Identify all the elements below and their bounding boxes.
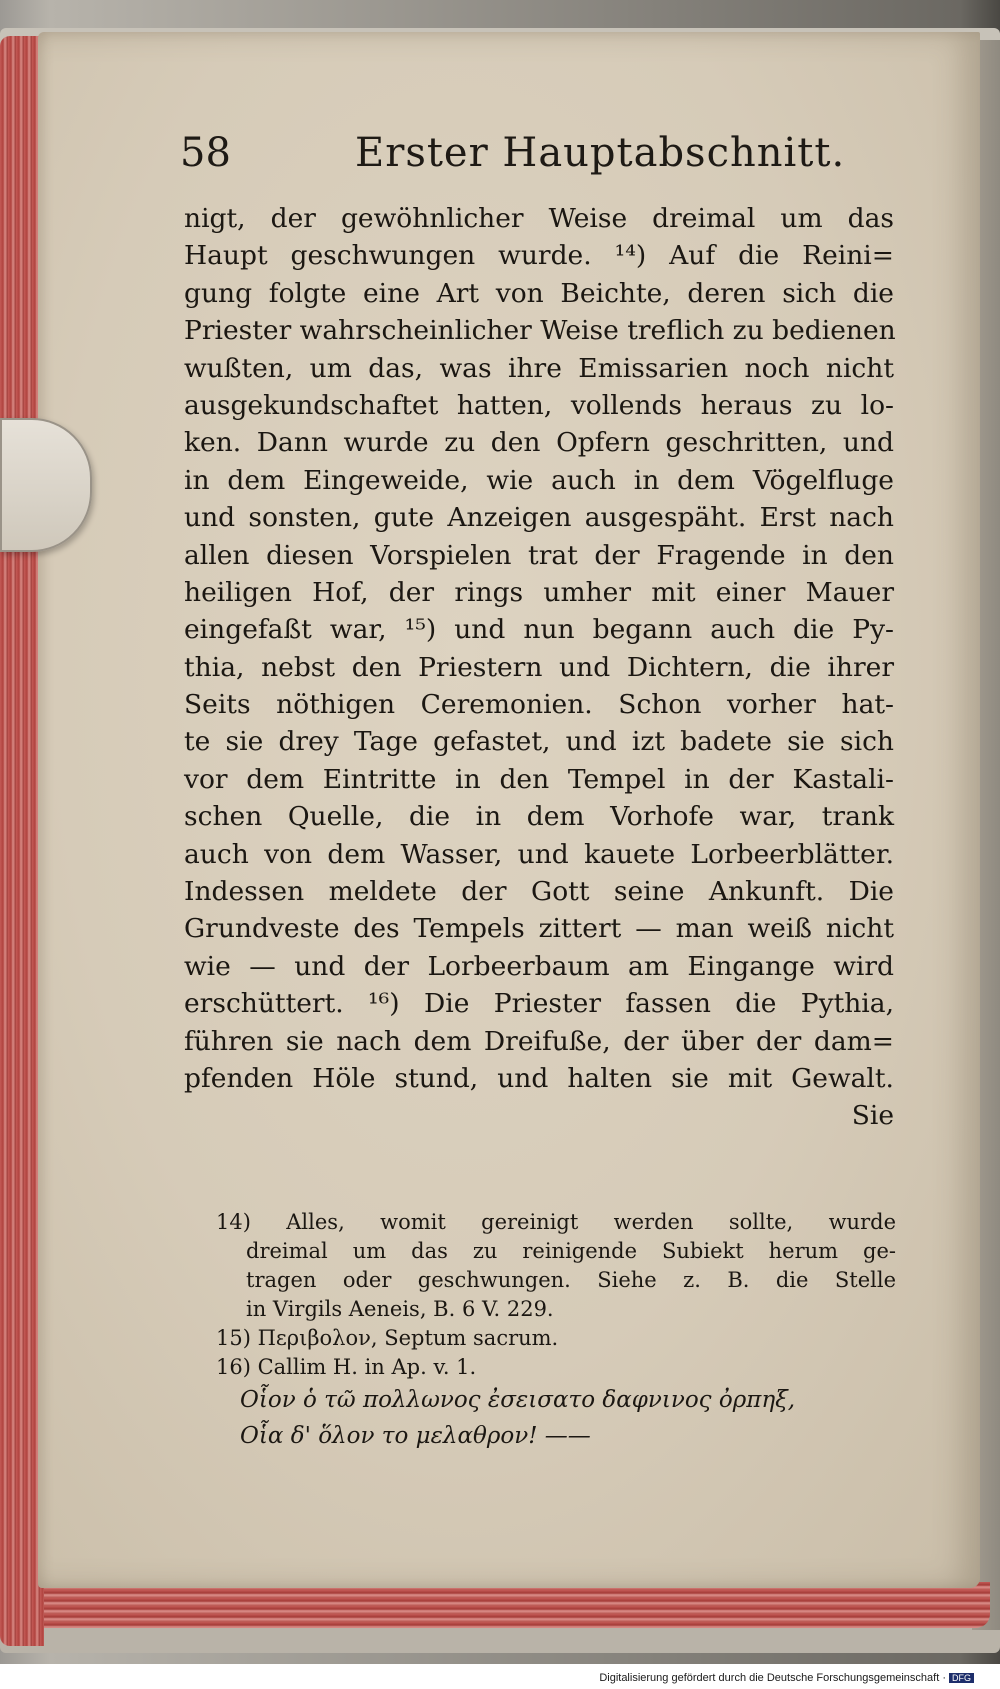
text-line: führen sie nach dem Dreifuße, der über der dam= xyxy=(184,1025,894,1057)
text-line: in dem Eingeweide, wie auch in dem Vögelfluge xyxy=(184,464,894,496)
text-line: thia, nebst den Priestern und Dichtern, die ihrer xyxy=(184,651,894,683)
footnote-14-line: tragen oder geschwungen. Siehe z. B. die Stelle xyxy=(246,1268,896,1292)
digitization-credit xyxy=(599,1672,974,1684)
page-header xyxy=(180,130,900,190)
text-line: Grundveste des Tempels zittert — man weiß nicht xyxy=(184,913,894,945)
text-line: te sie drey Tage gefastet, und izt badete sie sich xyxy=(184,726,894,758)
text-line: schen Quelle, die in dem Vorhofe war, trank xyxy=(184,801,894,833)
catchword: Sie xyxy=(851,1100,894,1132)
text-line: allen diesen Vorspielen trat der Fragende in den xyxy=(184,539,894,571)
text-line: vor dem Eintritte in den Tempel in der Kastali- xyxy=(184,763,894,795)
footnote-14-line: dreimal um das zu reinigende Subiekt herum ge- xyxy=(246,1239,896,1263)
credit-text: Digitalisierung gefördert durch die Deutsche Forschungsgemeinschaft · xyxy=(599,1672,946,1684)
greek-quote-line: Οἷον ὁ τῶ πολλωνος ἐσεισατο δαφνινος ὀρπηξ, xyxy=(240,1387,796,1413)
text-line: heiligen Hof, der rings umher mit einer Mauer xyxy=(184,576,894,608)
red-page-edges-bottom xyxy=(20,1582,990,1628)
text-line: pfenden Höle stund, und halten sie mit Gewalt. xyxy=(184,1062,894,1094)
text-line: wußten, um das, was ihre Emissarien noch nicht xyxy=(184,352,894,384)
greek-quote-line: Οἷα δ' ὅλον το μελαθρον! —— xyxy=(240,1423,591,1449)
footnote-14-line: in Virgils Aeneis, B. 6 V. 229. xyxy=(246,1297,554,1321)
text-line: Indessen meldete der Gott seine Ankunft. Die xyxy=(184,876,894,908)
footnote-15: 15) Περιβολον, Septum sacrum. xyxy=(216,1326,559,1350)
text-line: ken. Dann wurde zu den Opfern geschritten, und xyxy=(184,427,894,459)
text-line: Priester wahrscheinlicher Weise treflich zu bedienen xyxy=(184,315,896,347)
text-line: wie — und der Lorbeerbaum am Eingange wird xyxy=(184,950,894,982)
text-line: auch von dem Wasser, und kauete Lorbeerblätter. xyxy=(184,838,894,870)
text-line: nigt, der gewöhnlicher Weise dreimal um das xyxy=(184,203,894,234)
text-line: eingefaßt war, ¹⁵) und nun begann auch die Py- xyxy=(184,614,894,646)
text-line: und sonsten, gute Anzeigen ausgespäht. Erst nach xyxy=(184,502,894,534)
text-line: gung folgte eine Art von Beichte, deren sich die xyxy=(184,277,894,309)
main-text xyxy=(184,200,894,1135)
text-line: Haupt geschwungen wurde. ¹⁴) Auf die Reini= xyxy=(184,240,894,272)
dfg-logo-badge: DFG xyxy=(949,1673,974,1683)
footnote-16: 16) Callim H. in Ap. v. 1. xyxy=(216,1355,477,1379)
text-line: ausgekundschaftet hatten, vollends heraus zu lo- xyxy=(184,389,894,421)
running-head: Erster Hauptabschnitt. xyxy=(355,130,846,176)
text-line: Seits nöthigen Ceremonien. Schon vorher hat- xyxy=(184,689,894,721)
footnote-14-line: 14) Alles, womit gereinigt werden sollte, wurde xyxy=(216,1210,896,1234)
footnotes xyxy=(216,1208,896,1454)
page-number: 58 xyxy=(180,130,231,176)
text-line: erschüttert. ¹⁶) Die Priester fassen die Pythia, xyxy=(184,988,894,1020)
